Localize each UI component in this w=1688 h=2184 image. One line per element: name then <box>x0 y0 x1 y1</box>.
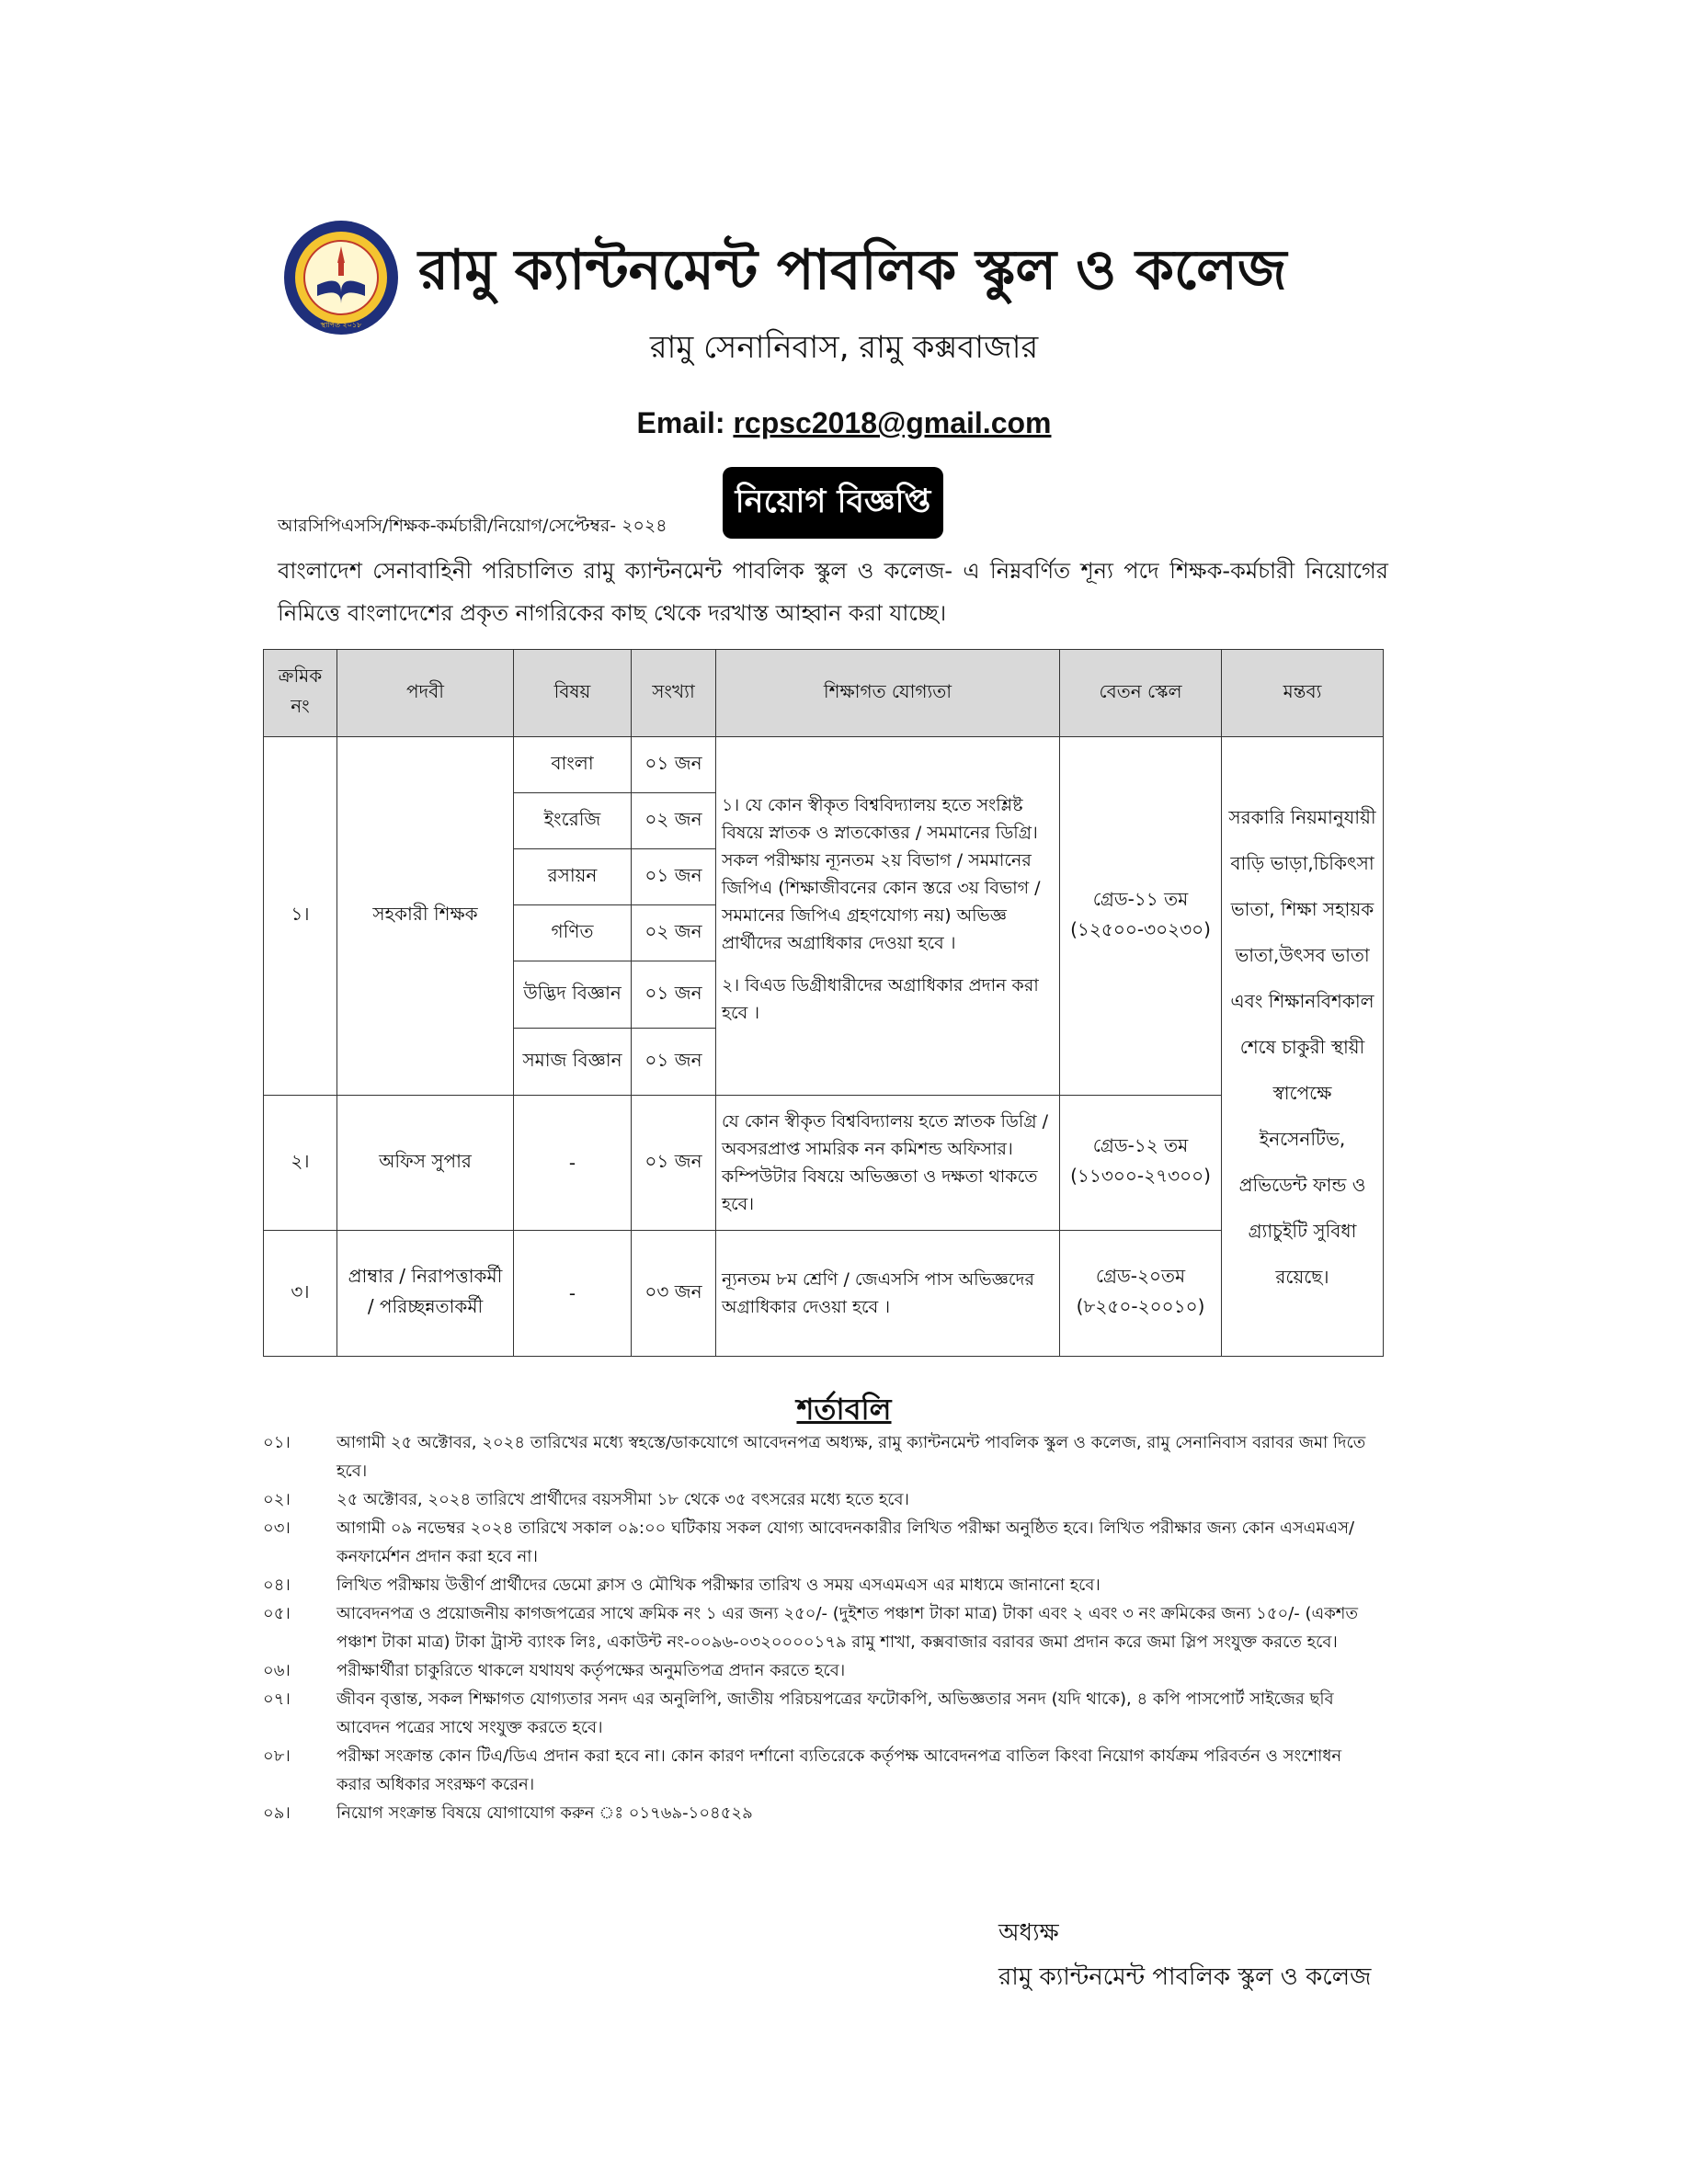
remarks-cell: সরকারি নিয়মানুযায়ী বাড়ি ভাড়া,চিকিৎসা ভাতা, শিক্ষা সহায়ক ভাতা,উৎসব ভাতা এবং শিক্ষানবিশকাল শেষে চাকুরী স্থায়ী স্বাপেক্ষে ইনসেনটিভ, প্রভিডেন্ট ফান্ড ও গ্র্যাচুইটি সুবিধা রয়েছে। <box>1222 737 1384 1357</box>
condition-text: আগামী ২৫ অক্টোবর, ২০২৪ তারিখের মধ্যে স্বহস্তে/ডাকযোগে আবেদনপত্র অধ্যক্ষ, রামু ক্যান্টনমেন্ট পাবলিক স্কুল ও কলেজ, রামু সেনানিবাস বরাবর জমা দিতে হবে। <box>336 1433 1366 1481</box>
count-cell: ০২ জন <box>632 793 716 849</box>
memo-reference: আরসিপিএসসি/শিক্ষক-কর্মচারী/নিয়োগ/সেপ্টেম্বর- ২০২৪ <box>278 516 667 536</box>
grade-text: গ্রেড-১২ তম <box>1092 1134 1189 1156</box>
pay-scale-cell <box>1060 1231 1222 1357</box>
school-logo-icon <box>282 219 400 336</box>
intro-paragraph: বাংলাদেশ সেনাবাহিনী পরিচালিত রামু ক্যান্টনমেন্ট পাবলিক স্কুল ও কলেজ- এ নিম্নবর্ণিত শূন্য পদে শিক্ষক-কর্মচারী নিয়োগের নিমিত্তে বাংলাদেশের প্রকৃত নাগরিকের কাছ থেকে দরখাস্ত আহ্বান করা যাচ্ছে। <box>278 558 1388 626</box>
email-link[interactable]: rcpsc2018@gmail.com <box>733 406 1052 439</box>
list-item <box>263 1571 1366 1599</box>
subject-cell: রসায়ন <box>514 849 632 905</box>
scale-text: (১২৫০০-৩০২৩০) <box>1070 917 1211 940</box>
qualification-cell: ন্যূনতম ৮ম শ্রেণি / জেএসসি পাস অভিজ্ঞদের অগ্রাধিকার দেওয়া হবে । <box>716 1231 1060 1357</box>
header-remarks: মন্তব্য <box>1222 650 1384 737</box>
vacancy-table <box>263 649 1384 1357</box>
list-item <box>263 1514 1366 1571</box>
condition-number: ০৩। <box>263 1519 291 1538</box>
pay-scale-cell <box>1060 737 1222 1096</box>
count-cell: ০৩ জন <box>632 1231 716 1357</box>
header-subject: বিষয় <box>514 650 632 737</box>
list-item <box>263 1485 1366 1514</box>
condition-number: ০৬। <box>263 1661 291 1680</box>
condition-text: আগামী ০৯ নভেম্বর ২০২৪ তারিখে সকাল ০৯:০০ ঘটিকায় সকল যোগ্য আবেদনকারীর লিখিত পরীক্ষা অনুষ্ঠিত হবে। লিখিত পরীক্ষার জন্য কোন এসএমএস/কনফার্মেশন প্রদান করা হবে না। <box>336 1519 1355 1566</box>
qualification-item: ১। যে কোন স্বীকৃত বিশ্ববিদ্যালয় হতে সংশ্লিষ্ট বিষয়ে স্নাতক ও স্নাতকোত্তর / সমমানের ডিগ্রি। সকল পরীক্ষায় ন্যূনতম ২য় বিভাগ / সমমানের জিপিএ (শিক্ষাজীবনের কোন স্তরে ৩য় বিভাগ / সমমানের জিপিএ গ্রহণযোগ্য নয়) অভিজ্ঞ প্রার্থীদের অগ্রাধিকার দেওয়া হবে । <box>722 794 1041 953</box>
condition-number: ০৮। <box>263 1746 291 1766</box>
signatory-title: অধ্যক্ষ <box>998 1919 1059 1947</box>
condition-text: পরীক্ষা সংক্রান্ত কোন টিএ/ডিএ প্রদান করা হবে না। কোন কারণ দর্শানো ব্যতিরেকে কর্তৃপক্ষ আবেদনপত্র বাতিল কিংবা নিয়োগ কার্যক্রম পরিবর্তন ও সংশোধন করার অধিকার সংরক্ষণ করেন। <box>336 1746 1342 1794</box>
condition-number: ০৯। <box>263 1803 291 1823</box>
header-serial: ক্রমিক নং <box>264 650 337 737</box>
count-cell: ০১ জন <box>632 1096 716 1231</box>
condition-text: লিখিত পরীক্ষায় উত্তীর্ণ প্রার্থীদের ডেমো ক্লাস ও মৌখিক পরীক্ষার তারিখ ও সময় এসএমএস এর মাধ্যমে জানানো হবে। <box>336 1575 1101 1595</box>
count-cell: ০১ জন <box>632 849 716 905</box>
signatory-organization: রামু ক্যান্টনমেন্ট পাবলিক স্কুল ও কলেজ <box>998 1963 1372 1991</box>
grade-text: গ্রেড-২০তম <box>1095 1265 1186 1287</box>
scale-text: (১১৩০০-২৭৩০০) <box>1070 1165 1211 1187</box>
header-post: পদবী <box>337 650 514 737</box>
subject-cell: গণিত <box>514 905 632 961</box>
email-label: Email: <box>636 406 725 439</box>
scale-text: (৮২৫০-২০০১০) <box>1076 1295 1205 1317</box>
header-count: সংখ্যা <box>632 650 716 737</box>
condition-number: ০৭। <box>263 1689 291 1709</box>
list-item <box>263 1428 1366 1485</box>
post-cell: সহকারী শিক্ষক <box>337 737 514 1096</box>
conditions-title-text: শর্তাবলি <box>796 1392 892 1427</box>
condition-text: ২৫ অক্টোবর, ২০২৪ তারিখে প্রার্থীদের বয়সসীমা ১৮ থেকে ৩৫ বৎসরের মধ্যে হতে হবে। <box>336 1490 909 1509</box>
school-name: রামু ক্যান্টনমেন্ট পাবলিক স্কুল ও কলেজ <box>418 238 1287 302</box>
qualification-item: ২। বিএড ডিগ্রীধারীদের অগ্রাধিকার প্রদান করা হবে । <box>722 974 1039 1023</box>
qualification-cell <box>716 737 1060 1096</box>
condition-text: আবেদনপত্র ও প্রয়োজনীয় কাগজপত্রের সাথে ক্রমিক নং ১ এর জন্য ২৫০/- (দুইশত পঞ্চাশ টাকা মাত্র) টাকা এবং ২ এবং ৩ নং ক্রমিকের জন্য ১৫০/- (একশত পঞ্চাশ টাকা মাত্র) টাকা ট্রাস্ট ব্যাংক লিঃ, একাউন্ট নং-০০৯৬-০৩২০০০০১৭৯ রামু শাখা, কক্সবাজার বরাবর জমা প্রদান করে জমা স্লিপ সংযুক্ত করতে হবে। <box>336 1604 1358 1652</box>
condition-text: পরীক্ষার্থীরা চাকুরিতে থাকলে যথাযথ কর্তৃপক্ষের অনুমতিপত্র প্রদান করতে হবে। <box>336 1661 846 1680</box>
serial-cell: ১। <box>264 737 337 1096</box>
serial-cell: ২। <box>264 1096 337 1231</box>
table-row <box>264 737 1384 793</box>
list-item <box>263 1685 1366 1742</box>
notice-title-badge: নিয়োগ বিজ্ঞপ্তি <box>723 467 943 539</box>
qualification-cell: যে কোন স্বীকৃত বিশ্ববিদ্যালয় হতে স্নাতক ডিগ্রি / অবসরপ্রাপ্ত সামরিক নন কমিশন্ড অফিসার। কম্পিউটার বিষয়ে অভিজ্ঞতা ও দক্ষতা থাকতে হবে। <box>716 1096 1060 1231</box>
condition-number: ০৪। <box>263 1575 291 1595</box>
header-pay-scale: বেতন স্কেল <box>1060 650 1222 737</box>
subject-cell: উদ্ভিদ বিজ্ঞান <box>514 961 632 1029</box>
condition-text: নিয়োগ সংক্রান্ত বিষয়ে যোগাযোগ করুন ঃ ০১৭৬৯-১০৪৫২৯ <box>336 1803 753 1823</box>
list-item <box>263 1599 1366 1656</box>
subject-cell: ইংরেজি <box>514 793 632 849</box>
school-address: রামু সেনানিবাস, রামু কক্সবাজার <box>649 329 1039 366</box>
subject-cell: সমাজ বিজ্ঞান <box>514 1029 632 1096</box>
pay-scale-cell <box>1060 1096 1222 1231</box>
logo-caption: স্থাপিত ২০১৮ <box>320 321 362 329</box>
condition-number: ০২। <box>263 1490 291 1509</box>
list-item <box>263 1656 1366 1685</box>
condition-text: জীবন বৃত্তান্ত, সকল শিক্ষাগত যোগ্যতার সনদ এর অনুলিপি, জাতীয় পরিচয়পত্রের ফটোকপি, অভিজ্ঞতার সনদ (যদি থাকে), ৪ কপি পাসপোর্ট সাইজের ছবি আবেদন পত্রের সাথে সংযুক্ত করতে হবে। <box>336 1689 1334 1737</box>
condition-number: ০১। <box>263 1433 291 1452</box>
condition-number: ০৫। <box>263 1604 291 1623</box>
grade-text: গ্রেড-১১ তম <box>1092 887 1189 910</box>
conditions-list <box>263 1428 1366 1827</box>
count-cell: ০১ জন <box>632 737 716 793</box>
post-cell: অফিস সুপার <box>337 1096 514 1231</box>
list-item <box>263 1799 1366 1827</box>
subject-cell: বাংলা <box>514 737 632 793</box>
list-item <box>263 1742 1366 1799</box>
email-line <box>0 406 1688 440</box>
header-qualification: শিক্ষাগত যোগ্যতা <box>716 650 1060 737</box>
serial-cell: ৩। <box>264 1231 337 1357</box>
table-row <box>264 1231 1384 1357</box>
count-cell: ০২ জন <box>632 905 716 961</box>
count-cell: ০১ জন <box>632 961 716 1029</box>
count-cell: ০১ জন <box>632 1029 716 1096</box>
post-cell: প্রাম্বার / নিরাপত্তাকর্মী / পরিচ্ছন্নতাকর্মী <box>337 1231 514 1357</box>
subject-cell: - <box>514 1231 632 1357</box>
subject-cell: - <box>514 1096 632 1231</box>
table-row <box>264 1096 1384 1231</box>
table-header-row <box>264 650 1384 737</box>
